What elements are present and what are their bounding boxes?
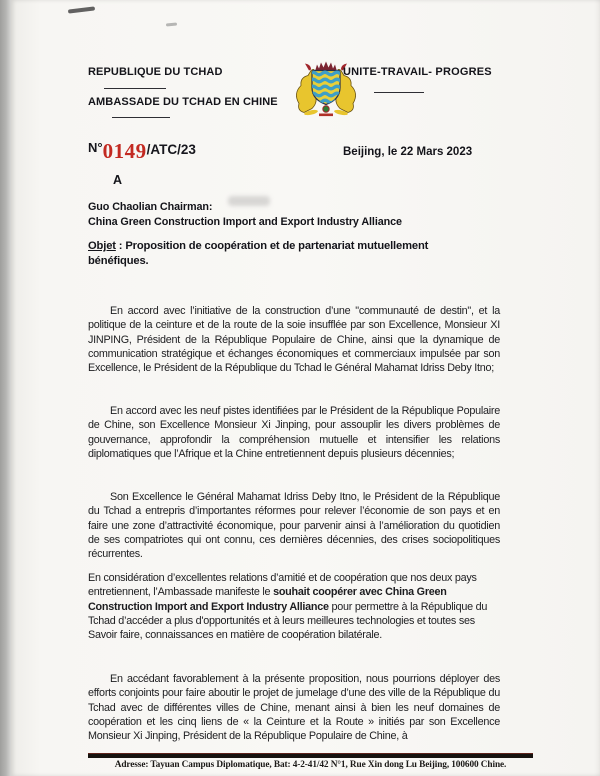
- addressee-name: Guo Chaolian Chairman:: [88, 201, 213, 213]
- scan-edge-left: [0, 0, 11, 776]
- body-paragraph: En considération d’excellentes relations d’amitié et de coopération que nos deux pays entretiennent, l’Ambassade manifeste le souhait coopérer avec China Green Construction Import and Export Industry Alliance pour permettre à la République du Tchad d’accéder a plus d'opportunités et à leurs meilleures technologies et toutes ses Savoir faire, connaissances en matière de coopération bilatérale.: [88, 572, 488, 642]
- reference-suffix: /ATC/23: [146, 142, 196, 157]
- body-paragraph: Son Excellence le Général Mahamat Idriss Deby Itno, le Président de la République du Tchad a entrepris d’importantes réformes pour relever l’économie de son pays et en faire une zone d’attractivité économique, pour parvenir ainsi à l’amélioration du quotidien de ses compatriotes qui ont connu, ces dernières décennies, des crises sociopolitiques récurrentes.: [88, 491, 500, 561]
- addressee-marker: A: [113, 173, 123, 187]
- addressee-organization: China Green Construction Import and Export Industry Alliance: [88, 215, 402, 228]
- body-paragraph: En accord avec les neuf pistes identifiées par le Président de la République Populaire de Chine, son Excellence Monsieur Xi Jinping, pour assouplir les divers problèmes de gouvernance, approfondir la compréhension mutuelle et intensifier les relations diplomatiques que l’Afrique et la Chine entretiennent depuis plusieurs décennies;: [88, 405, 500, 460]
- footer-rule: [88, 753, 533, 758]
- footer-address: Adresse: Tayuan Campus Diplomatique, Bat: 4-2-41/42 N°1, Rue Xin dong Lu Beijing, 100600 Chine.: [114, 760, 507, 770]
- header-divider: [374, 92, 424, 93]
- header-embassy: AMBASSADE DU TCHAD EN CHINE: [88, 96, 278, 108]
- reference-prefix: N°: [88, 140, 103, 155]
- dateline: Beijing, le 22 Mars 2023: [343, 146, 473, 158]
- body-paragraph: En accédant favorablement à la présente proposition, nous pourrions déployer des efforts conjoints pour faire aboutir le projet de jumelage d’une des ville de la République du Tchad avec de différentes villes de Chine, menant ainsi à bien les neuf domaines de coopération et les cinq liens de « la Ceinture et la Route » initiés par son Excellence Monsieur Xi Jinping, Président de la République Populaire de Chine, à: [88, 673, 500, 743]
- header-motto: UNITE-TRAVAIL- PROGRES: [343, 66, 492, 78]
- addressee-block: [88, 200, 402, 229]
- header-country: REPUBLIQUE DU TCHAD: [88, 66, 223, 78]
- reference-number: 0149: [102, 139, 147, 163]
- header-divider: [112, 117, 170, 118]
- body-paragraph: En accord avec l’initiative de la construction d’une "communauté de destin", et la politique de la ceinture et de la route de la soie insufflée par son Excellence, Monsieur XI JINPING, Président de la République Populaire de Chine, ainsi que la dynamique de communication stratégique et échanges économiques et commerciaux impulsée par son Excellence, le Président de la République du Tchad le Général Mahamat Idriss Deby Itno;: [88, 305, 500, 375]
- reference-line: [88, 139, 196, 164]
- header-divider: [104, 88, 166, 89]
- subject-line: Objet : Proposition de coopération et de partenariat mutuellement bénéfiques.: [88, 240, 429, 267]
